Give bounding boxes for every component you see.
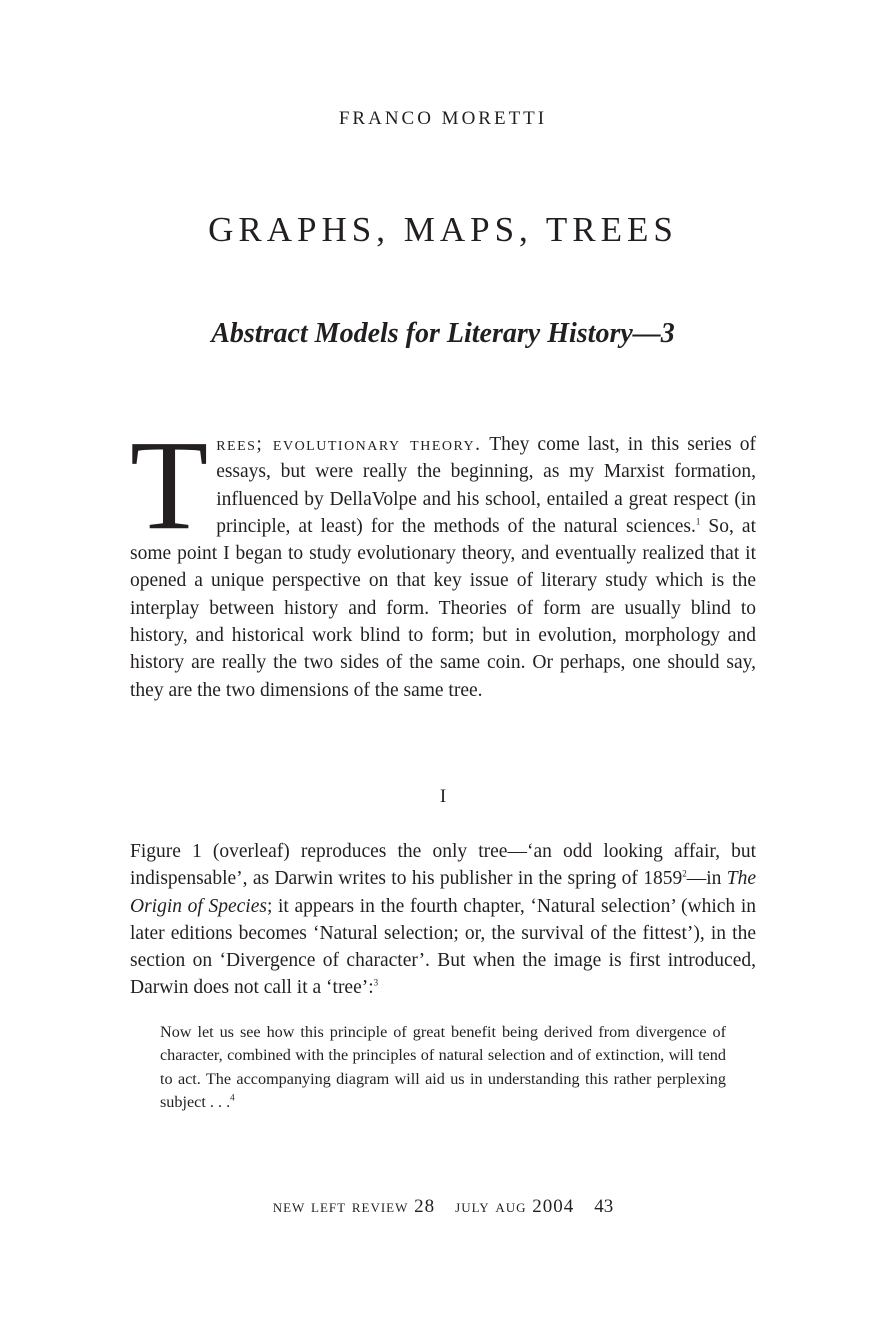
section-number: I bbox=[439, 786, 447, 807]
author-name: FRANCO MORETTI bbox=[338, 108, 548, 129]
block-quote bbox=[160, 1021, 726, 1115]
footnote-ref-2: 2 bbox=[682, 868, 687, 879]
intro-text-a: They come last, in this series of essays, but were really the beginning, as my Marxist formation, influenced by DellaVolpe and his school, entailed a great respect (in principle, at least) for the methods of the natural sciences. bbox=[216, 434, 756, 537]
article-subtitle: Abstract Models for Literary History—3 bbox=[211, 318, 675, 349]
journal-name: new left review 28 bbox=[272, 1196, 436, 1217]
section-paragraph bbox=[130, 838, 756, 1002]
intro-text-b: So, at some point I began to study evolutionary theory, and eventually realized that it opened a unique perspective on that key issue of literary study which is the interplay between history and form. Theories of form are usually blind to history, and historical work blind to form; but in evolution, morphology and history are really the two sides of the same coin. Or perhaps, one should say, they are the two dimensions of the same tree. bbox=[130, 515, 756, 701]
quote-text: Now let us see how this principle of great benefit being derived from divergence of character, combined with the principles of natural selection and of extinction, will tend to act. The accompanying diagram will aid us in understanding this rather perplexing subject . . . bbox=[160, 1023, 726, 1112]
footnote-ref-1: 1 bbox=[695, 516, 701, 527]
lead-in-smallcaps: rees; evolutionary theory. bbox=[216, 434, 482, 455]
page-number: 43 bbox=[594, 1196, 614, 1217]
section-text-a: Figure 1 (overleaf) reproduces the only tree—‘an odd looking affair, but indispensable’, as Darwin writes to his publisher in the spring of 1859 bbox=[130, 841, 756, 890]
book-title: The Origin of Species bbox=[130, 868, 757, 917]
drop-cap: T bbox=[130, 414, 209, 556]
section-text-b: —in bbox=[686, 868, 727, 890]
footnote-ref-4: 4 bbox=[230, 1092, 235, 1103]
article-title: GRAPHS, MAPS, TREES bbox=[208, 210, 678, 249]
footnote-ref-3: 3 bbox=[373, 977, 379, 988]
section-text-c: ; it appears in the fourth chapter, ‘Natural selection’ (which in later editions becomes ‘Natural selection; or, the survival of the fittest’), in the section on ‘Divergence of character’. But when the image is first introduced, Darwin does not call it a ‘tree’: bbox=[130, 895, 756, 999]
issue-date: july aug 2004 bbox=[455, 1196, 575, 1217]
page-footer bbox=[0, 1196, 886, 1218]
intro-paragraph bbox=[130, 414, 756, 704]
